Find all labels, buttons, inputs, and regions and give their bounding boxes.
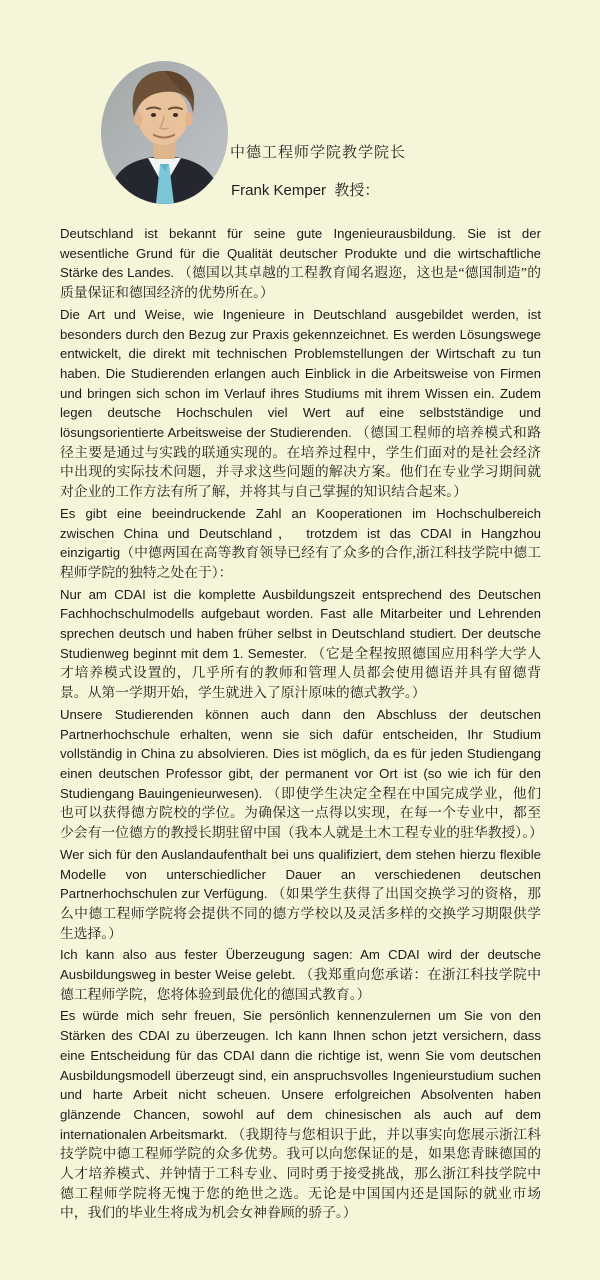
- paragraph-3-chinese: （中德两国在高等教育领导已经有了众多的合作,浙江科技学院中德工程师学院的独特之处在于）：: [60, 545, 541, 580]
- portrait-photo-illustration: [101, 61, 228, 204]
- paragraph-2-chinese: （德国工程师的培养模式和路径主要是通过与实践的联通实现的。在培养过程中，学生们面对的是社会经济中出现的实际技术问题，并寻求这些问题的解决方案。他们在专业学习期间就对企业的工作方法有所了解，并将其与自己掌握的知识结合起来。）: [60, 425, 542, 500]
- paragraph-6-german: Wer sich für den Auslandaufenthalt bei uns qualifiziert, dem stehen hierzu flexible Modelle von unterschiedlicher Dauer an verschiedenen deutschen Partnerhochschulen zur Verfügung.: [60, 846, 541, 902]
- paragraph-8-chinese: （我期待与您相识于此，并以事实向您展示浙江科技学院中德工程师学院的众多优势。我可以向您保证的是，如果您青睐德国的人才培养模式、并钟情于工科专业、同时勇于接受挑战，那么浙江科技学院中德工程师学院将无愧于您的绝世之选。无论是中国国内还是国际的就业市场中，我们的毕业生将成为机会女神眷顾的骄子。）: [60, 1126, 541, 1221]
- paragraph-6: [60, 845, 541, 944]
- paragraph-4: [60, 585, 541, 703]
- paragraph-3: [60, 504, 541, 583]
- paragraph-7-chinese: （我郑重向您承诺：在浙江科技学院中德工程师学院，您将体验到最优化的德国式教育。）: [60, 967, 542, 1002]
- paragraph-5-chinese: （即使学生决定全程在中国完成学业，他们也可以获得德方院校的学位。为确保这一点得以实现，在每一个专业中，都至少会有一位德方的教授长期驻留中国（我本人就是土木工程专业的驻华教授）。）: [60, 785, 543, 841]
- paragraph-1-chinese: （德国以其卓越的工程教育闻名遐迩，这也是“德国制造”的质量保证和德国经济的优势所在。）: [60, 265, 542, 301]
- profile-header: [0, 0, 600, 215]
- paragraph-5: [60, 705, 541, 843]
- paragraph-4-german: Nur am CDAI ist die komplette Ausbildungszeit entsprechend des Deutschen Fachhochschulmodells aufgebaut worden. Fast alle Mitarbeiter und Lehrenden sprechen deutsch und haben früher selbst in Deutschland studiert. Der deutsche Studienweg beginnt mit dem 1. Semester.: [60, 586, 541, 661]
- paragraph-8-german: Es würde mich sehr freuen, Sie persönlich kennenzulernen um Sie von den Stärken des CDAI zu überzeugen. Ich kann Ihnen schon jetzt versichern, dass eine Entscheidung für das CDAI dann die richtige ist, wenn Sie vom deutschen Ausbildungsmodell überzeugt sind, ein anspruchsvolles Ingenieurstudium suchen und harte Arbeit nicht scheuen. Unsere erfolgreichen Absolventen haben glänzende Chancen, sowohl auf dem chinesischen als auch auf dem internationalen Arbeitsmarkt.: [60, 1008, 541, 1142]
- paragraph-5-german: Unsere Studierenden können auch dann den Abschluss der deutschen Partnerhochschule erhalten, wenn sie sich dafür entscheiden, Ihr Studium vollständig in China zu absolvieren. Dies ist möglich, da es für jeden Studiengang einen deutschen Professor gibt, der permanent vor Ort ist (so wie ich für den Studiengang Bauingenieurwesen).: [60, 706, 541, 801]
- paragraph-1-german: Deutschland ist bekannt für seine gute Ingenieurausbildung. Sie ist der wesentliche Grund für die Qualität deutscher Produkte und die wirtschaftliche Stärke des Landes.: [60, 226, 541, 281]
- paragraph-7: [60, 945, 541, 1004]
- paragraph-3-german: Es gibt eine beeindruckende Zahl an Kooperationen im Hochschulbereich zwischen China und Deutschland， trotzdem ist das CDAI in Hangzhou einzigartig: [60, 505, 541, 561]
- role-title: 中德工程师学院教学院长: [230, 145, 407, 161]
- paragraph-1: [60, 224, 541, 303]
- paragraph-2: [60, 305, 541, 502]
- person-name: Frank Kemper 教授：: [231, 182, 380, 199]
- paragraph-7-german: Ich kann also aus fester Überzeugung sagen: Am CDAI wird der deutsche Ausbildungsweg in bester Weise gelebt.: [60, 947, 541, 983]
- paragraph-4-chinese: （它是全程按照德国应用科学大学人才培养模式设置的，几乎所有的教师和管理人员都会使用德语并具有留德背景。从第一学期开始，学生就进入了原汁原味的德式教学。）: [60, 645, 541, 701]
- letter-body: [60, 224, 541, 1225]
- paragraph-8: [60, 1006, 541, 1223]
- paragraph-6-chinese: （如果学生获得了出国交换学习的资格，那么中德工程师学院将会提供不同的德方学校以及灵活多样的交换学习期限供学生选择。）: [60, 886, 541, 941]
- portrait-photo: [101, 61, 228, 204]
- paragraph-2-german: Die Art und Weise, wie Ingenieure in Deutschland ausgebildet werden, ist besonders durch den Bezug zur Praxis gekennzeichnet. Es werden Lösungswege entwickelt, die direkt mit technischen Problemstellungen der Wirtschaft zu tun haben. Die Studierenden erlangen auch Einblick in die Arbeitsweise von Firmen und bringen sich schon im Verlauf ihres Studiums mit ihrem Wissen ein. Zudem legen deutsche Hochschulen viel Wert auf eine selbstständige und lösungsorientierte Arbeitsweise der Studierenden.: [60, 306, 541, 441]
